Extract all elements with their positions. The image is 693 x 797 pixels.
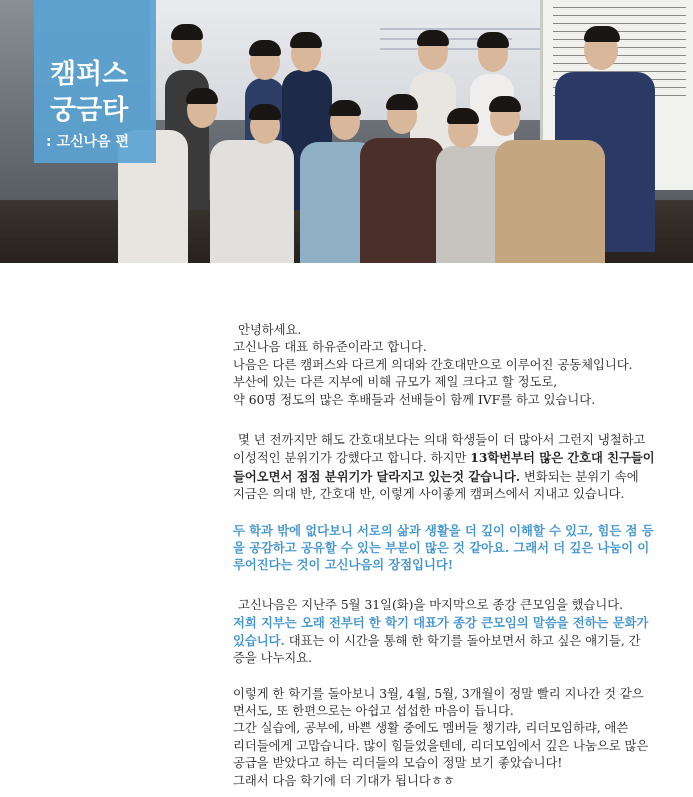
text-line: 몇 년 전까지만 해도 간호대보다는 의대 학생들이 더 많아서 그런지 냉철하고 [238,433,646,448]
text-line: 리더들에게 고맙습니다. 많이 힘들었을텐데, 리더모임에서 깊은 나눔으로 많은 [233,738,649,753]
text-line: 그간 실습에, 공부에, 바쁜 생활 중에도 멤버들 챙기랴, 리더모임하랴, 애쓴 [233,721,629,736]
text-line: 있습니다. 대표는 이 시간을 통해 한 학기를 돌아보면서 하고 싶은 얘기들, 간 [233,632,641,648]
highlight-line: 을 공감하고 공유할 수 있는 부분이 많은 것 같아요. 그래서 더 깊은 나눔이 이 [233,540,650,556]
highlight-line: 저희 지부는 오래 전부터 한 학기 대표가 종강 큰모임의 말씀을 전하는 문화가 [233,615,649,631]
text-line: 고신나음 대표 하유준이라고 합니다. [233,340,427,355]
person-body [360,138,444,263]
text-line: 부산에 있는 다른 지부에 비해 규모가 제일 크다고 할 정도로, [233,375,558,390]
text-line: 지금은 의대 반, 간호대 반, 이렇게 사이좋게 캠퍼스에서 지내고 있습니다. [233,487,625,502]
text-line: 이렇게 한 학기를 돌아보니 3월, 4월, 5월, 3개월이 정말 빨리 지나간 것 같으 [233,686,644,701]
subtitle: : 고신나음 편 [46,134,129,150]
greeting-line: 안녕하세요. [238,323,302,337]
article-body [233,322,673,790]
bold-phrase: 들어오면서 점점 분위기가 달라지고 있는것 같습니다. [233,468,521,484]
highlight-phrase: 있습니다. [233,632,285,648]
text-line: 약 60명 정도의 많은 후배들과 선배들이 함께 IVF를 하고 있습니다. [233,392,596,407]
person-body [495,140,605,263]
bold-phrase: 13학번부터 많은 간호대 친구들이 [470,450,655,466]
text-line: 들어오면서 점점 분위기가 달라지고 있는것 같습니다. 변화되는 분위기 속에 [233,468,639,484]
text-line: 이성적인 분위기가 강했다고 합니다. 하지만 13학번부터 많은 간호대 친구들이 [233,450,655,466]
title-line-2: 궁금타 [50,95,129,126]
text-line: 증을 나누지요. [233,651,313,666]
person-body [210,140,294,263]
text-line: 나음은 다른 캠퍼스와 다르게 의대와 간호대만으로 이루어진 공동체입니다. [233,357,633,372]
title-line-1: 캠퍼스 [50,59,129,90]
highlight-line: 두 학과 밖에 없다보니 서로의 삶과 생활을 더 깊이 이해할 수 있고, 힘든 점 등 [233,522,654,538]
header-group-photo [0,0,693,263]
highlight-line: 루어진다는 것이 고신나음의 장점입니다! [233,557,454,573]
text-line: 공급을 받았다고 하는 리더들의 모습이 정말 보기 좋았습니다! [233,756,563,771]
text-line: 면서도, 또 한편으로는 아쉽고 섭섭한 마음이 듭니다. [233,703,514,718]
title-panel [34,0,156,163]
text-line: 고신나음은 지난주 5월 31일(화)을 마지막으로 종강 큰모임을 했습니다. [238,597,624,612]
text-line: 그래서 다음 학기에 더 기대가 됩니다ㅎㅎ [233,773,455,788]
